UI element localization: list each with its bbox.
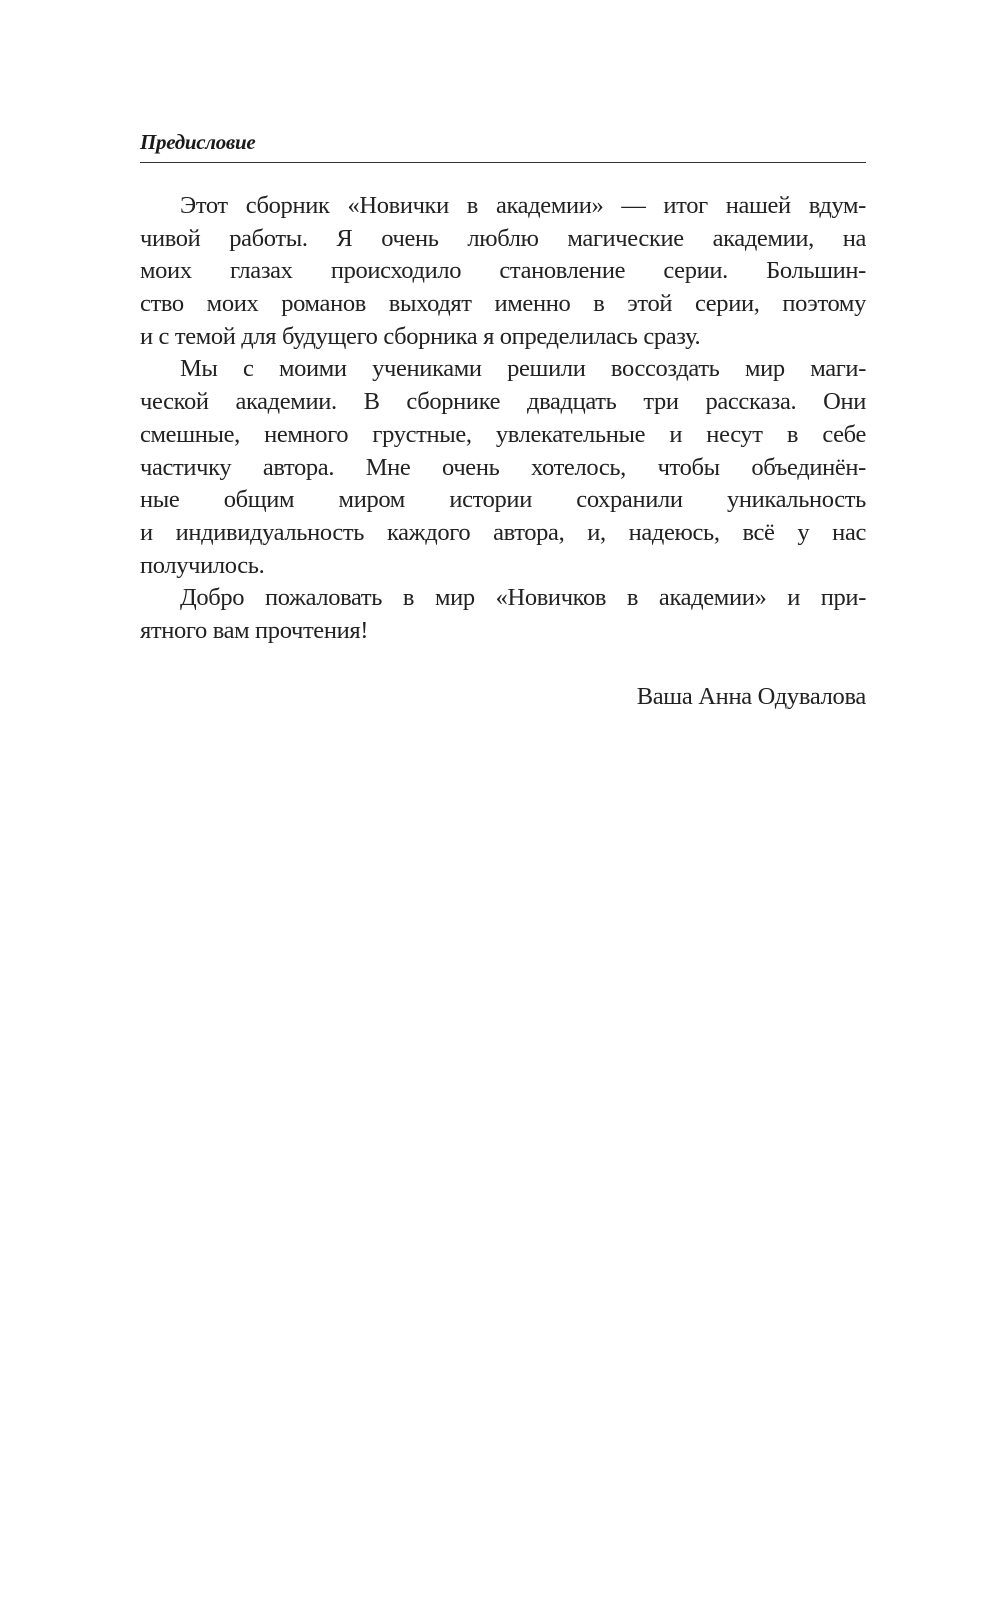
paragraph-3-line-2: ятного вам прочтения! (140, 616, 369, 644)
paragraph-2-line-5: ные общим миром истории сохранили уникальность (140, 486, 866, 514)
paragraph-2-line-3: смешные, немного грустные, увлекательные и несут в себе (140, 420, 866, 448)
paragraph-1-line-1: Этот сборник «Новички в академии» — итог нашей вдум- (180, 192, 866, 219)
header-divider (140, 162, 866, 163)
running-head-title: Предисловие (140, 130, 256, 154)
paragraph-1-line-4: ство моих романов выходят именно в этой серии, поэтому (140, 290, 866, 318)
paragraph-3-line-1: Добро пожаловать в мир «Новичков в академии» и при- (180, 584, 866, 612)
paragraph-2-line-4: частичку автора. Мне очень хотелось, чтобы объединён- (140, 453, 866, 481)
paragraph-2-line-2: ческой академии. В сборнике двадцать три рассказа. Они (140, 388, 866, 416)
author-signature: Ваша Анна Одувалова (636, 683, 866, 710)
paragraph-1-line-5: и с темой для будущего сборника я определилась сразу. (140, 322, 701, 350)
paragraph-1-line-3: моих глазах происходило становление серии. Большин- (140, 257, 866, 285)
paragraph-2-line-7: получилось. (140, 551, 265, 579)
paragraph-1-line-2: чивой работы. Я очень люблю магические академии, на (140, 224, 866, 252)
paragraph-2-line-1: Мы с моими учениками решили воссоздать мир маги- (180, 355, 866, 383)
preface-body (140, 190, 866, 648)
paragraph-2-line-6: и индивидуальность каждого автора, и, надеюсь, всё у нас (140, 518, 866, 546)
